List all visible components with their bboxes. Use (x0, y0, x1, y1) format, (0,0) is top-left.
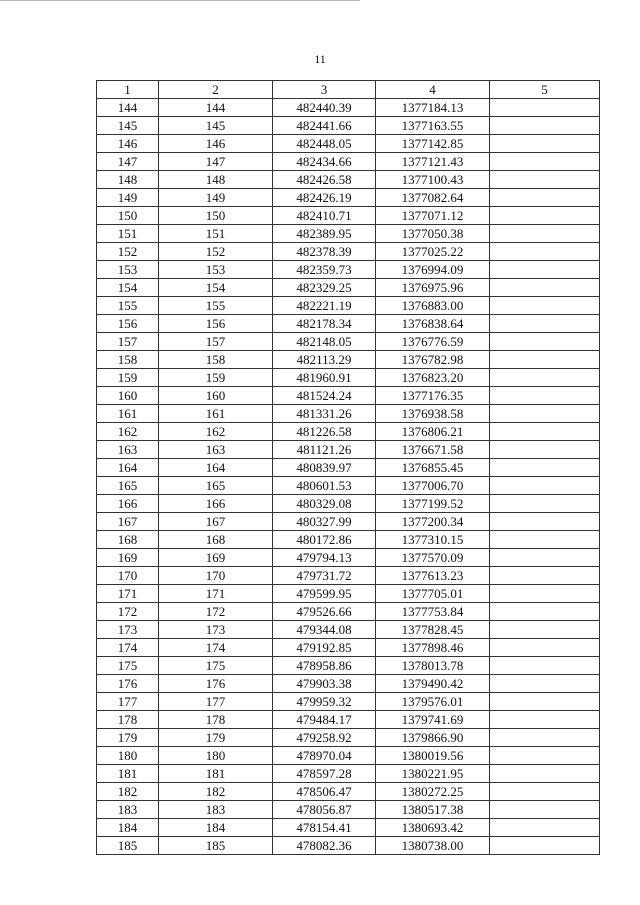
table-cell: 1376776.59 (376, 333, 490, 351)
table-cell: 145 (97, 117, 159, 135)
table-row (97, 333, 600, 351)
table-row (97, 801, 600, 819)
table-row (97, 369, 600, 387)
table-cell: 479599.95 (273, 585, 376, 603)
coordinates-table (96, 80, 600, 855)
table-row (97, 711, 600, 729)
table-cell (490, 279, 600, 297)
table-row (97, 315, 600, 333)
table-cell: 1377613.23 (376, 567, 490, 585)
table-cell (490, 261, 600, 279)
table-row (97, 135, 600, 153)
table-cell: 1376855.45 (376, 459, 490, 477)
table-cell: 482434.66 (273, 153, 376, 171)
table-cell: 1377184.13 (376, 99, 490, 117)
table-cell (490, 783, 600, 801)
table-cell: 154 (159, 279, 273, 297)
table-cell (490, 567, 600, 585)
table-cell: 1378013.78 (376, 657, 490, 675)
table-cell (490, 387, 600, 405)
table-cell: 1376838.64 (376, 315, 490, 333)
table-cell: 163 (159, 441, 273, 459)
table-cell: 185 (159, 837, 273, 855)
table-cell: 480329.08 (273, 495, 376, 513)
table-cell (490, 405, 600, 423)
table-cell: 478056.87 (273, 801, 376, 819)
table-cell: 482426.19 (273, 189, 376, 207)
table-cell: 162 (159, 423, 273, 441)
table-cell: 182 (97, 783, 159, 801)
table-cell: 167 (159, 513, 273, 531)
table-cell: 160 (159, 387, 273, 405)
table-cell (490, 801, 600, 819)
table-cell: 478597.28 (273, 765, 376, 783)
table-cell: 162 (97, 423, 159, 441)
table-cell: 481226.58 (273, 423, 376, 441)
table-cell: 1376782.98 (376, 351, 490, 369)
table-cell: 147 (97, 153, 159, 171)
table-cell (490, 423, 600, 441)
table-cell: 1376994.09 (376, 261, 490, 279)
table-cell: 183 (159, 801, 273, 819)
table-cell (490, 153, 600, 171)
table-cell: 482448.05 (273, 135, 376, 153)
table-cell: 144 (97, 99, 159, 117)
table-cell: 178 (159, 711, 273, 729)
table-cell: 479959.32 (273, 693, 376, 711)
table-cell: 176 (159, 675, 273, 693)
table-cell: 1376806.21 (376, 423, 490, 441)
table-cell: 184 (159, 819, 273, 837)
table-cell: 482359.73 (273, 261, 376, 279)
table-row (97, 243, 600, 261)
table-cell: 482410.71 (273, 207, 376, 225)
table-cell: 180 (159, 747, 273, 765)
table-cell: 175 (159, 657, 273, 675)
table-cell: 480327.99 (273, 513, 376, 531)
table-cell: 177 (159, 693, 273, 711)
table-cell: 169 (97, 549, 159, 567)
table-cell (490, 315, 600, 333)
table-cell: 482221.19 (273, 297, 376, 315)
table-cell: 155 (159, 297, 273, 315)
table-cell: 173 (97, 621, 159, 639)
table-cell: 157 (159, 333, 273, 351)
table-cell: 182 (159, 783, 273, 801)
table-cell: 180 (97, 747, 159, 765)
table-row (97, 495, 600, 513)
table-cell: 166 (159, 495, 273, 513)
table-cell (490, 639, 600, 657)
table-row (97, 675, 600, 693)
table-row (97, 297, 600, 315)
table-cell: 167 (97, 513, 159, 531)
table-cell: 479258.92 (273, 729, 376, 747)
table-cell (490, 351, 600, 369)
table-cell: 174 (97, 639, 159, 657)
table-cell: 149 (159, 189, 273, 207)
table-cell (490, 729, 600, 747)
table-cell: 164 (159, 459, 273, 477)
table-row (97, 207, 600, 225)
table-row (97, 99, 600, 117)
table-cell: 482441.66 (273, 117, 376, 135)
table-cell: 179 (97, 729, 159, 747)
table-cell (490, 333, 600, 351)
page-number: 11 (314, 52, 326, 66)
table-cell: 1376938.58 (376, 405, 490, 423)
table-row (97, 405, 600, 423)
table-cell: 169 (159, 549, 273, 567)
column-header: 3 (273, 81, 376, 99)
table-cell: 151 (159, 225, 273, 243)
table-cell: 1377025.22 (376, 243, 490, 261)
table-cell (490, 549, 600, 567)
table-cell (490, 675, 600, 693)
table-cell: 1376975.96 (376, 279, 490, 297)
table-row (97, 657, 600, 675)
table-cell: 151 (97, 225, 159, 243)
table-cell: 164 (97, 459, 159, 477)
table-row (97, 603, 600, 621)
table-row (97, 747, 600, 765)
table-cell: 479794.13 (273, 549, 376, 567)
table-row (97, 387, 600, 405)
table-cell (490, 459, 600, 477)
table-row (97, 837, 600, 855)
table-cell (490, 225, 600, 243)
table-cell: 1377082.64 (376, 189, 490, 207)
table-row (97, 819, 600, 837)
table-cell: 481331.26 (273, 405, 376, 423)
table-cell: 478958.86 (273, 657, 376, 675)
table-cell: 1377006.70 (376, 477, 490, 495)
table-cell: 172 (159, 603, 273, 621)
table-cell: 1377050.38 (376, 225, 490, 243)
table-cell: 184 (97, 819, 159, 837)
table-cell: 150 (97, 207, 159, 225)
table-cell (490, 621, 600, 639)
table-cell: 1377199.52 (376, 495, 490, 513)
column-header: 1 (97, 81, 159, 99)
table-row (97, 261, 600, 279)
table-cell: 173 (159, 621, 273, 639)
table-row (97, 693, 600, 711)
table-cell: 1377898.46 (376, 639, 490, 657)
table-cell: 479731.72 (273, 567, 376, 585)
table-cell: 1377121.43 (376, 153, 490, 171)
table-cell: 177 (97, 693, 159, 711)
table-cell: 480172.86 (273, 531, 376, 549)
table-cell: 1376671.58 (376, 441, 490, 459)
table-row (97, 441, 600, 459)
table-cell (490, 369, 600, 387)
table-cell: 148 (159, 171, 273, 189)
table-cell: 1377828.45 (376, 621, 490, 639)
table-cell (490, 837, 600, 855)
table-cell: 158 (97, 351, 159, 369)
table-cell: 159 (159, 369, 273, 387)
column-header: 2 (159, 81, 273, 99)
top-rule (0, 0, 360, 1)
table-cell: 482378.39 (273, 243, 376, 261)
table-header-row (97, 81, 600, 99)
table-cell: 1379741.69 (376, 711, 490, 729)
table-cell: 152 (97, 243, 159, 261)
table-cell: 478082.36 (273, 837, 376, 855)
table-cell: 146 (97, 135, 159, 153)
table-cell: 481960.91 (273, 369, 376, 387)
table-cell: 1379866.90 (376, 729, 490, 747)
table-cell: 175 (97, 657, 159, 675)
table-cell: 478154.41 (273, 819, 376, 837)
table-cell: 153 (97, 261, 159, 279)
table-cell (490, 765, 600, 783)
table-row (97, 477, 600, 495)
table-cell: 174 (159, 639, 273, 657)
table-cell: 1377200.34 (376, 513, 490, 531)
table-cell: 144 (159, 99, 273, 117)
table-cell: 1377163.55 (376, 117, 490, 135)
table-cell: 149 (97, 189, 159, 207)
table-cell (490, 657, 600, 675)
table-cell: 478970.04 (273, 747, 376, 765)
table-cell: 179 (159, 729, 273, 747)
table-cell: 1376883.00 (376, 297, 490, 315)
table-cell: 1377310.15 (376, 531, 490, 549)
table-cell (490, 531, 600, 549)
table-cell: 178 (97, 711, 159, 729)
table-cell: 155 (97, 297, 159, 315)
table-cell: 1377753.84 (376, 603, 490, 621)
table-cell: 480839.97 (273, 459, 376, 477)
table-cell: 160 (97, 387, 159, 405)
table-cell (490, 207, 600, 225)
table-cell (490, 495, 600, 513)
table-cell: 157 (97, 333, 159, 351)
table-cell: 1379490.42 (376, 675, 490, 693)
table-cell: 171 (97, 585, 159, 603)
table-cell: 1377100.43 (376, 171, 490, 189)
table-cell: 161 (159, 405, 273, 423)
table-cell: 482178.34 (273, 315, 376, 333)
table-row (97, 279, 600, 297)
table-cell: 154 (97, 279, 159, 297)
table-cell: 156 (159, 315, 273, 333)
table-row (97, 765, 600, 783)
table-cell: 479192.85 (273, 639, 376, 657)
table-cell: 482389.95 (273, 225, 376, 243)
table-row (97, 531, 600, 549)
table-cell: 478506.47 (273, 783, 376, 801)
table-cell: 163 (97, 441, 159, 459)
table-row (97, 729, 600, 747)
table-cell: 1380019.56 (376, 747, 490, 765)
table-cell: 479903.38 (273, 675, 376, 693)
table-cell: 168 (97, 531, 159, 549)
table-cell: 1380693.42 (376, 819, 490, 837)
table-row (97, 567, 600, 585)
table-row (97, 171, 600, 189)
table-cell (490, 171, 600, 189)
table-row (97, 639, 600, 657)
table-cell: 1377071.12 (376, 207, 490, 225)
table-cell: 1377570.09 (376, 549, 490, 567)
table-cell: 1380221.95 (376, 765, 490, 783)
table-cell: 176 (97, 675, 159, 693)
table-cell: 480601.53 (273, 477, 376, 495)
table-cell: 482426.58 (273, 171, 376, 189)
table-cell: 172 (97, 603, 159, 621)
table-row (97, 585, 600, 603)
table-cell: 1376823.20 (376, 369, 490, 387)
table-cell: 482113.29 (273, 351, 376, 369)
table-row (97, 621, 600, 639)
table-cell: 153 (159, 261, 273, 279)
table-cell: 482148.05 (273, 333, 376, 351)
table-row (97, 783, 600, 801)
table-cell (490, 441, 600, 459)
table-cell: 1377142.85 (376, 135, 490, 153)
column-header: 5 (490, 81, 600, 99)
table-cell: 1379576.01 (376, 693, 490, 711)
table-cell: 482440.39 (273, 99, 376, 117)
table-row (97, 117, 600, 135)
table-row (97, 189, 600, 207)
table-cell (490, 189, 600, 207)
table-cell: 181 (159, 765, 273, 783)
table-cell: 185 (97, 837, 159, 855)
table-cell (490, 513, 600, 531)
table-row (97, 459, 600, 477)
table-cell: 181 (97, 765, 159, 783)
table-cell: 1380272.25 (376, 783, 490, 801)
table-row (97, 513, 600, 531)
table-cell: 170 (97, 567, 159, 585)
table-cell: 165 (97, 477, 159, 495)
table-cell: 165 (159, 477, 273, 495)
table-cell: 159 (97, 369, 159, 387)
table-cell (490, 585, 600, 603)
table-cell: 146 (159, 135, 273, 153)
table-row (97, 153, 600, 171)
table-cell: 161 (97, 405, 159, 423)
table-cell: 152 (159, 243, 273, 261)
table-cell (490, 117, 600, 135)
table-cell (490, 693, 600, 711)
table-cell: 1377705.01 (376, 585, 490, 603)
table-cell: 168 (159, 531, 273, 549)
table-cell: 148 (97, 171, 159, 189)
table-cell: 1380517.38 (376, 801, 490, 819)
column-header: 4 (376, 81, 490, 99)
table-cell: 158 (159, 351, 273, 369)
table-cell: 171 (159, 585, 273, 603)
table-cell (490, 603, 600, 621)
table-cell: 183 (97, 801, 159, 819)
table-cell: 156 (97, 315, 159, 333)
table-cell (490, 243, 600, 261)
table-cell (490, 135, 600, 153)
table-cell (490, 747, 600, 765)
table-row (97, 423, 600, 441)
table-cell: 1380738.00 (376, 837, 490, 855)
table-row (97, 351, 600, 369)
table-cell: 479484.17 (273, 711, 376, 729)
table-cell: 166 (97, 495, 159, 513)
table-cell: 482329.25 (273, 279, 376, 297)
table-cell: 145 (159, 117, 273, 135)
table-cell (490, 711, 600, 729)
table-cell: 479344.08 (273, 621, 376, 639)
table-cell (490, 99, 600, 117)
table-cell: 1377176.35 (376, 387, 490, 405)
table-cell: 170 (159, 567, 273, 585)
table-cell: 479526.66 (273, 603, 376, 621)
table-cell: 481121.26 (273, 441, 376, 459)
table-cell (490, 477, 600, 495)
table-cell (490, 297, 600, 315)
table-cell: 147 (159, 153, 273, 171)
table-row (97, 225, 600, 243)
table-cell: 150 (159, 207, 273, 225)
table-cell (490, 819, 600, 837)
table-cell: 481524.24 (273, 387, 376, 405)
table-row (97, 549, 600, 567)
